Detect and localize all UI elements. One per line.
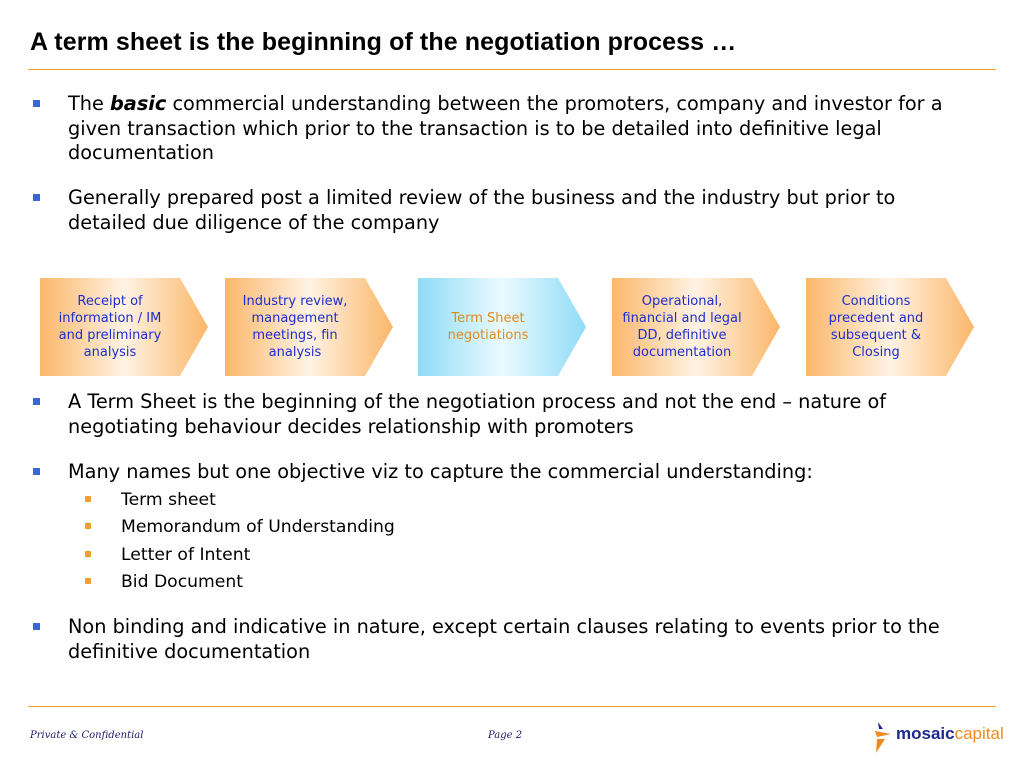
slide-title: A term sheet is the beginning of the negotiation process … (30, 28, 737, 56)
sub-bullet-square-icon (85, 578, 91, 584)
logo-text-mosaic: mosaic (896, 724, 955, 743)
mosaic-arrow-icon (872, 720, 896, 754)
bullet-item (68, 186, 978, 235)
process-step-4 (612, 278, 780, 376)
logo-text-capital: capital (954, 724, 1004, 743)
bullet-emphasis: basic (110, 92, 167, 115)
bullet-text: Many names but one objective viz to capture the commercial understanding: (68, 460, 813, 483)
sub-bullet-text: Bid Document (121, 572, 243, 592)
process-step-5 (806, 278, 974, 376)
process-step-label: Industry review, management meetings, fin analysis (242, 294, 348, 360)
company-logo (872, 718, 1012, 754)
bullet-square-icon (33, 623, 40, 630)
confidentiality-note: Private & Confidential (30, 730, 144, 741)
sub-bullet-square-icon (85, 496, 91, 502)
sub-bullet-item (121, 516, 395, 538)
footer-divider (28, 706, 996, 707)
bullet-square-icon (33, 194, 40, 201)
bullet-item (68, 615, 978, 664)
process-step-label: Operational, financial and legal DD, definitive documentation (622, 294, 742, 360)
bullet-text: commercial understanding between the promoters, company and investor for a given transaction which prior to the transaction is to be detailed into definitive legal documentation (68, 92, 943, 164)
process-step-label: Conditions precedent and subsequent & Closing (828, 294, 924, 360)
sub-bullet-text: Memorandum of Understanding (121, 517, 395, 537)
bullet-text: Non binding and indicative in nature, except certain clauses relating to events prior to the definitive documentation (68, 615, 940, 663)
bullet-square-icon (33, 100, 40, 107)
bullet-text: Generally prepared post a limited review of the business and the industry but prior to detailed due diligence of the company (68, 186, 896, 234)
sub-bullet-text: Term sheet (121, 490, 216, 510)
bullet-item (68, 390, 978, 439)
process-flow (40, 278, 980, 376)
sub-bullet-item (121, 544, 250, 566)
sub-bullet-item (121, 489, 216, 511)
sub-bullet-square-icon (85, 523, 91, 529)
bullet-text-prefix: The (68, 92, 110, 115)
sub-bullet-text: Letter of Intent (121, 545, 251, 565)
bullet-item (68, 460, 978, 485)
process-step-label: Receipt of information / IM and preliminary analysis (58, 294, 162, 360)
page-number: Page 2 (488, 730, 523, 741)
title-divider (28, 69, 996, 70)
bullet-square-icon (33, 468, 40, 475)
bullet-square-icon (33, 398, 40, 405)
process-step-label: Term Sheet negotiations (447, 311, 529, 343)
process-step-1 (40, 278, 208, 376)
bullet-text: A Term Sheet is the beginning of the negotiation process and not the end – nature of negotiating behaviour decides relationship with promoters (68, 390, 887, 438)
process-step-3 (418, 278, 586, 376)
process-step-2 (225, 278, 393, 376)
logo-wordmark (896, 724, 1004, 744)
sub-bullet-square-icon (85, 551, 91, 557)
bullet-item (68, 92, 978, 166)
sub-bullet-item (121, 571, 243, 593)
